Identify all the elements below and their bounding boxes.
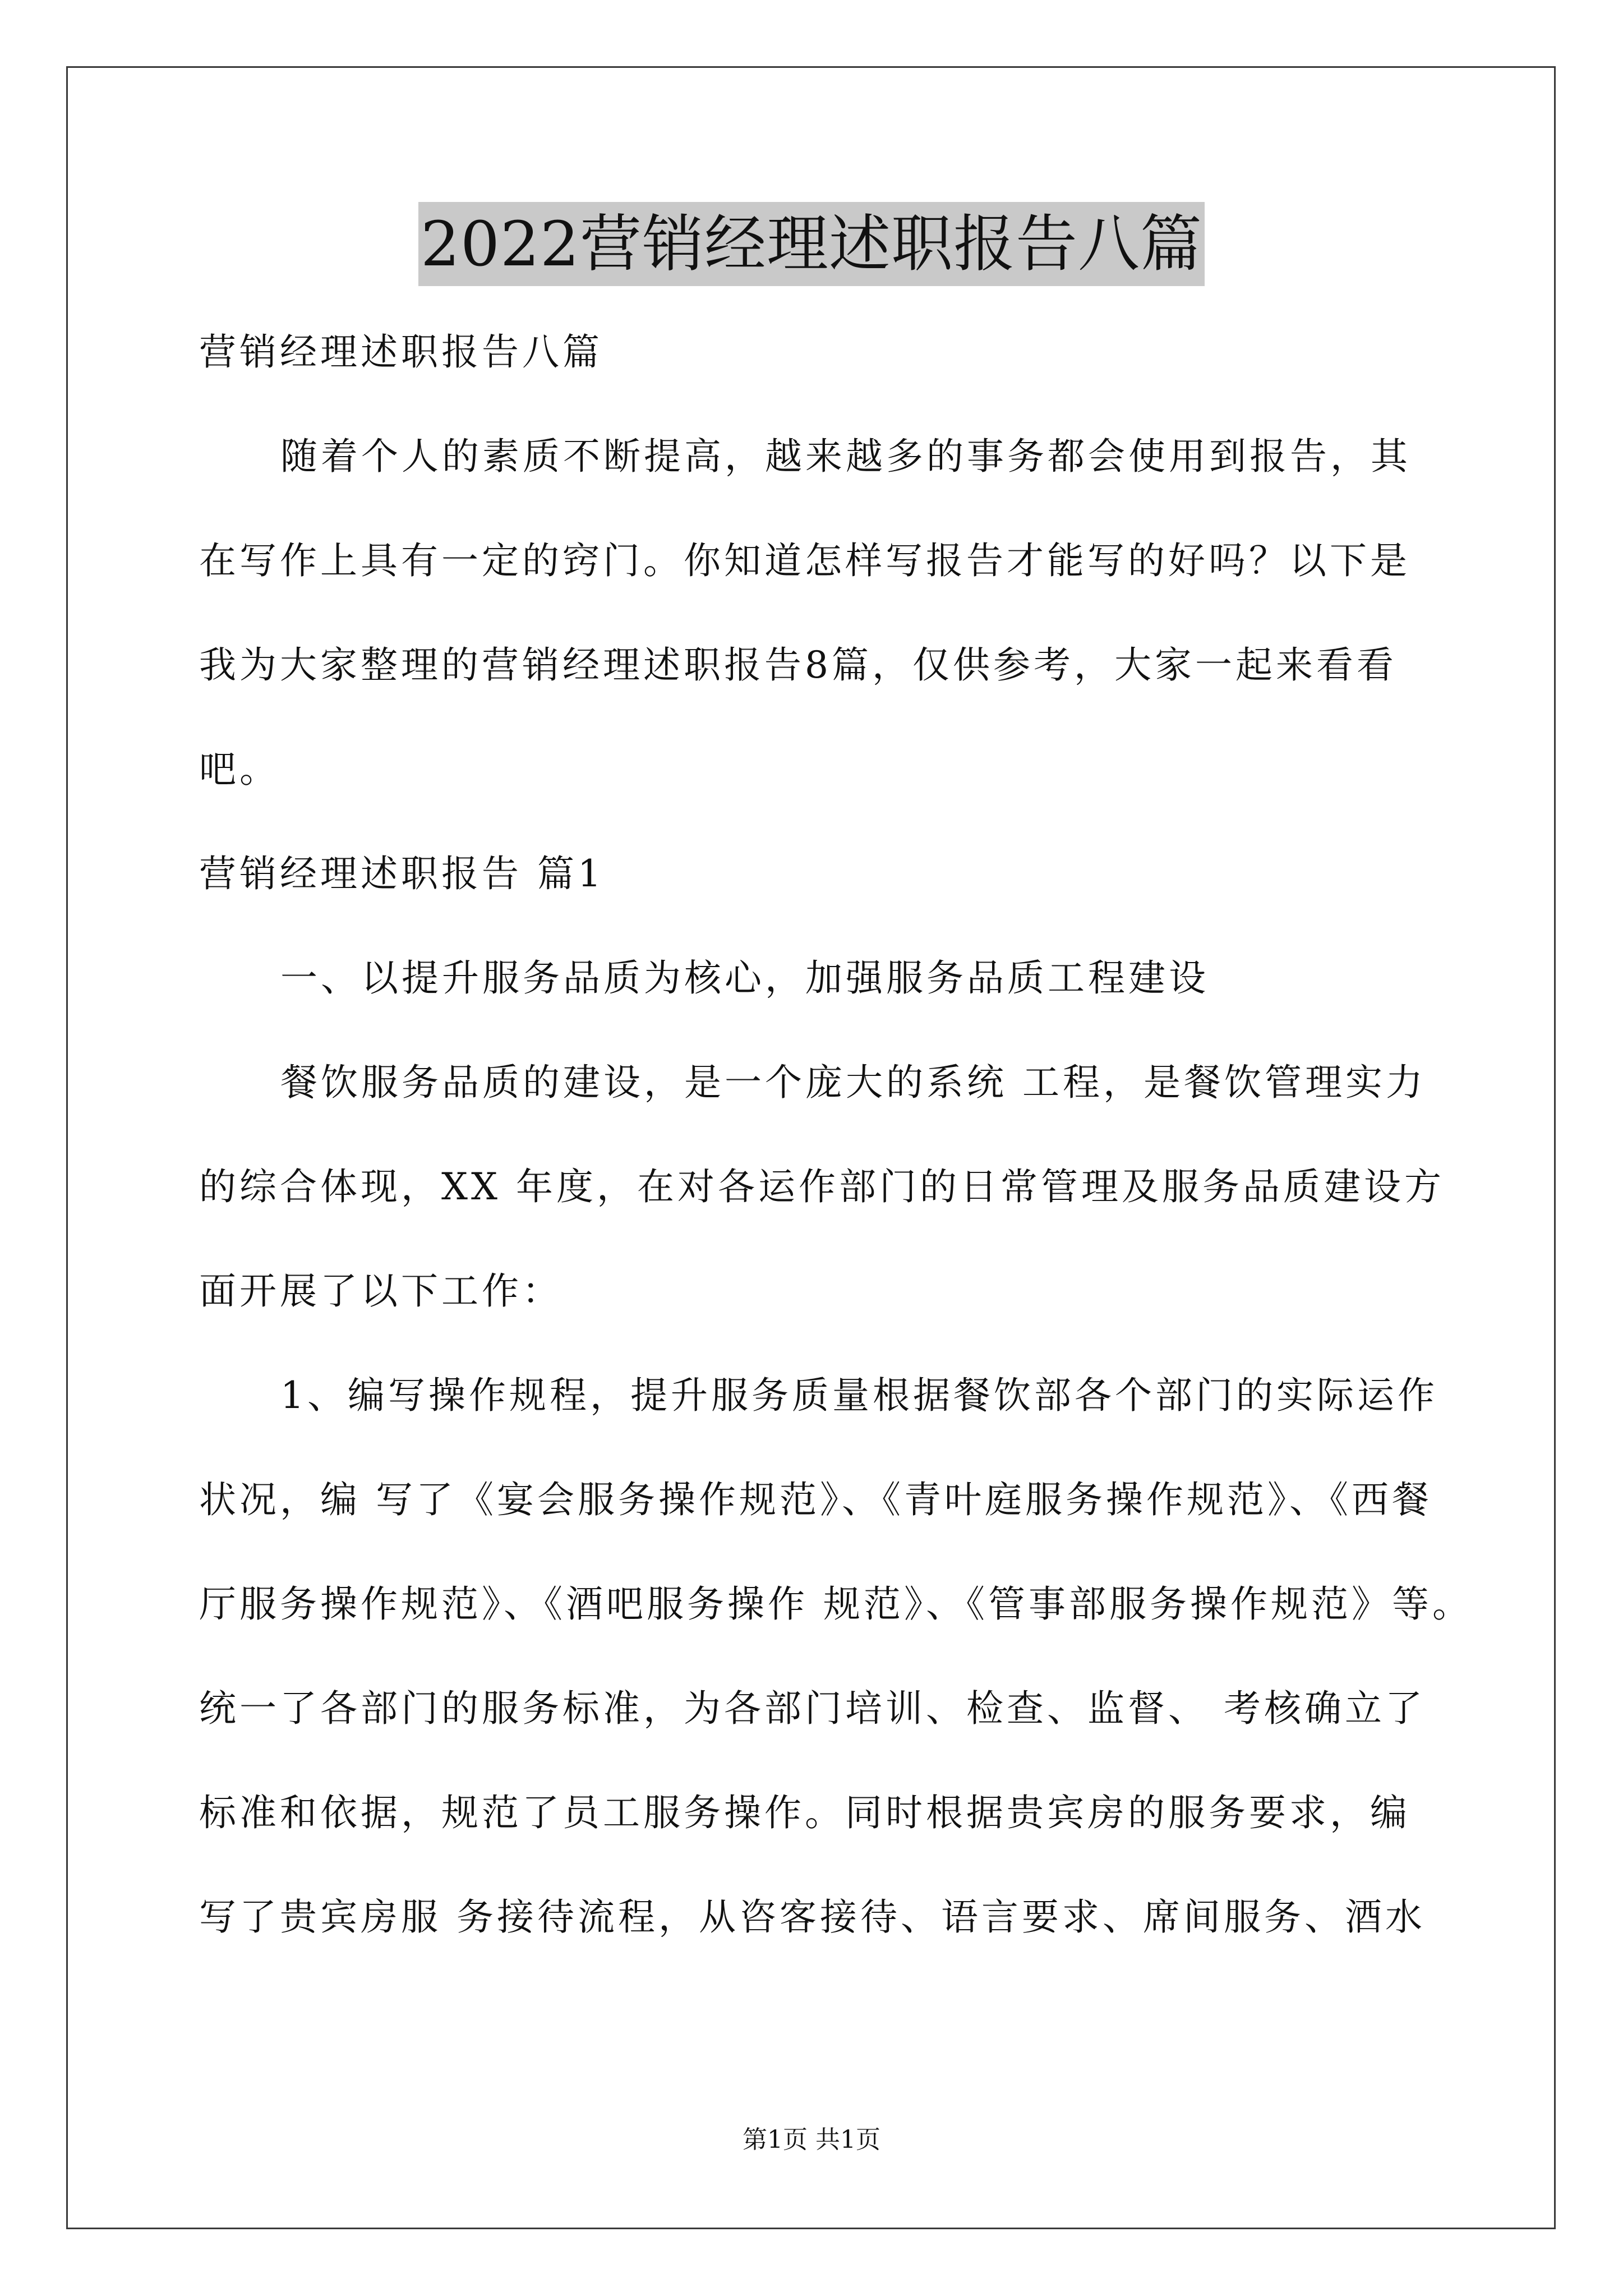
paragraph-line: 面开展了以下工作： — [199, 1269, 562, 1313]
paragraph-line: 随着个人的素质不断提高，越来越多的事务都会使用到报告，其 — [280, 435, 1411, 478]
paragraph-line: 写了贵宾房服 务接待流程，从咨客接待、语言要求、席间服务、酒水 — [199, 1895, 1426, 1939]
paragraph-line: 状况，编 写了《宴会服务操作规范》、《青叶庭服务操作规范》、《西餐 — [199, 1478, 1432, 1521]
paragraph-line: 吧。 — [199, 748, 280, 791]
paragraph-line: 标准和依据，规范了员工服务操作。同时根据贵宾房的服务要求，编 — [199, 1791, 1410, 1834]
paragraph-line: 餐饮服务品质的建设，是一个庞大的系统 工程，是餐饮管理实力 — [280, 1061, 1426, 1104]
paragraph-line: 厅服务操作规范》、《酒吧服务操作 规范》、《管事部服务操作规范》等。 — [199, 1582, 1473, 1626]
paragraph-line: 的综合体现，XX 年度，在对各运作部门的日常管理及服务品质建设方 — [199, 1165, 1445, 1208]
paragraph-line: 一、以提升服务品质为核心，加强服务品质工程建设 — [280, 956, 1209, 1000]
document-title: 2022营销经理述职报告八篇 — [418, 202, 1205, 286]
paragraph-line: 在写作上具有一定的窍门。你知道怎样写报告才能写的好吗？以下是 — [199, 539, 1410, 582]
paragraph-line: 统一了各部门的服务标准，为各部门培训、检查、监督、 考核确立了 — [199, 1687, 1426, 1730]
title-container — [0, 202, 1623, 286]
paragraph-heading: 营销经理述职报告八篇 — [199, 330, 603, 374]
page-number-footer: 第1页 共1页 — [743, 2125, 880, 2154]
document-body — [199, 300, 1473, 1970]
paragraph-line: 1、编写操作规程，提升服务质量根据餐饮部各个部门的实际运作 — [280, 1374, 1438, 1417]
paragraph-line: 我为大家整理的营销经理述职报告8篇，仅供参考，大家一起来看看 — [199, 643, 1397, 687]
section-heading: 营销经理述职报告 篇1 — [199, 852, 605, 895]
